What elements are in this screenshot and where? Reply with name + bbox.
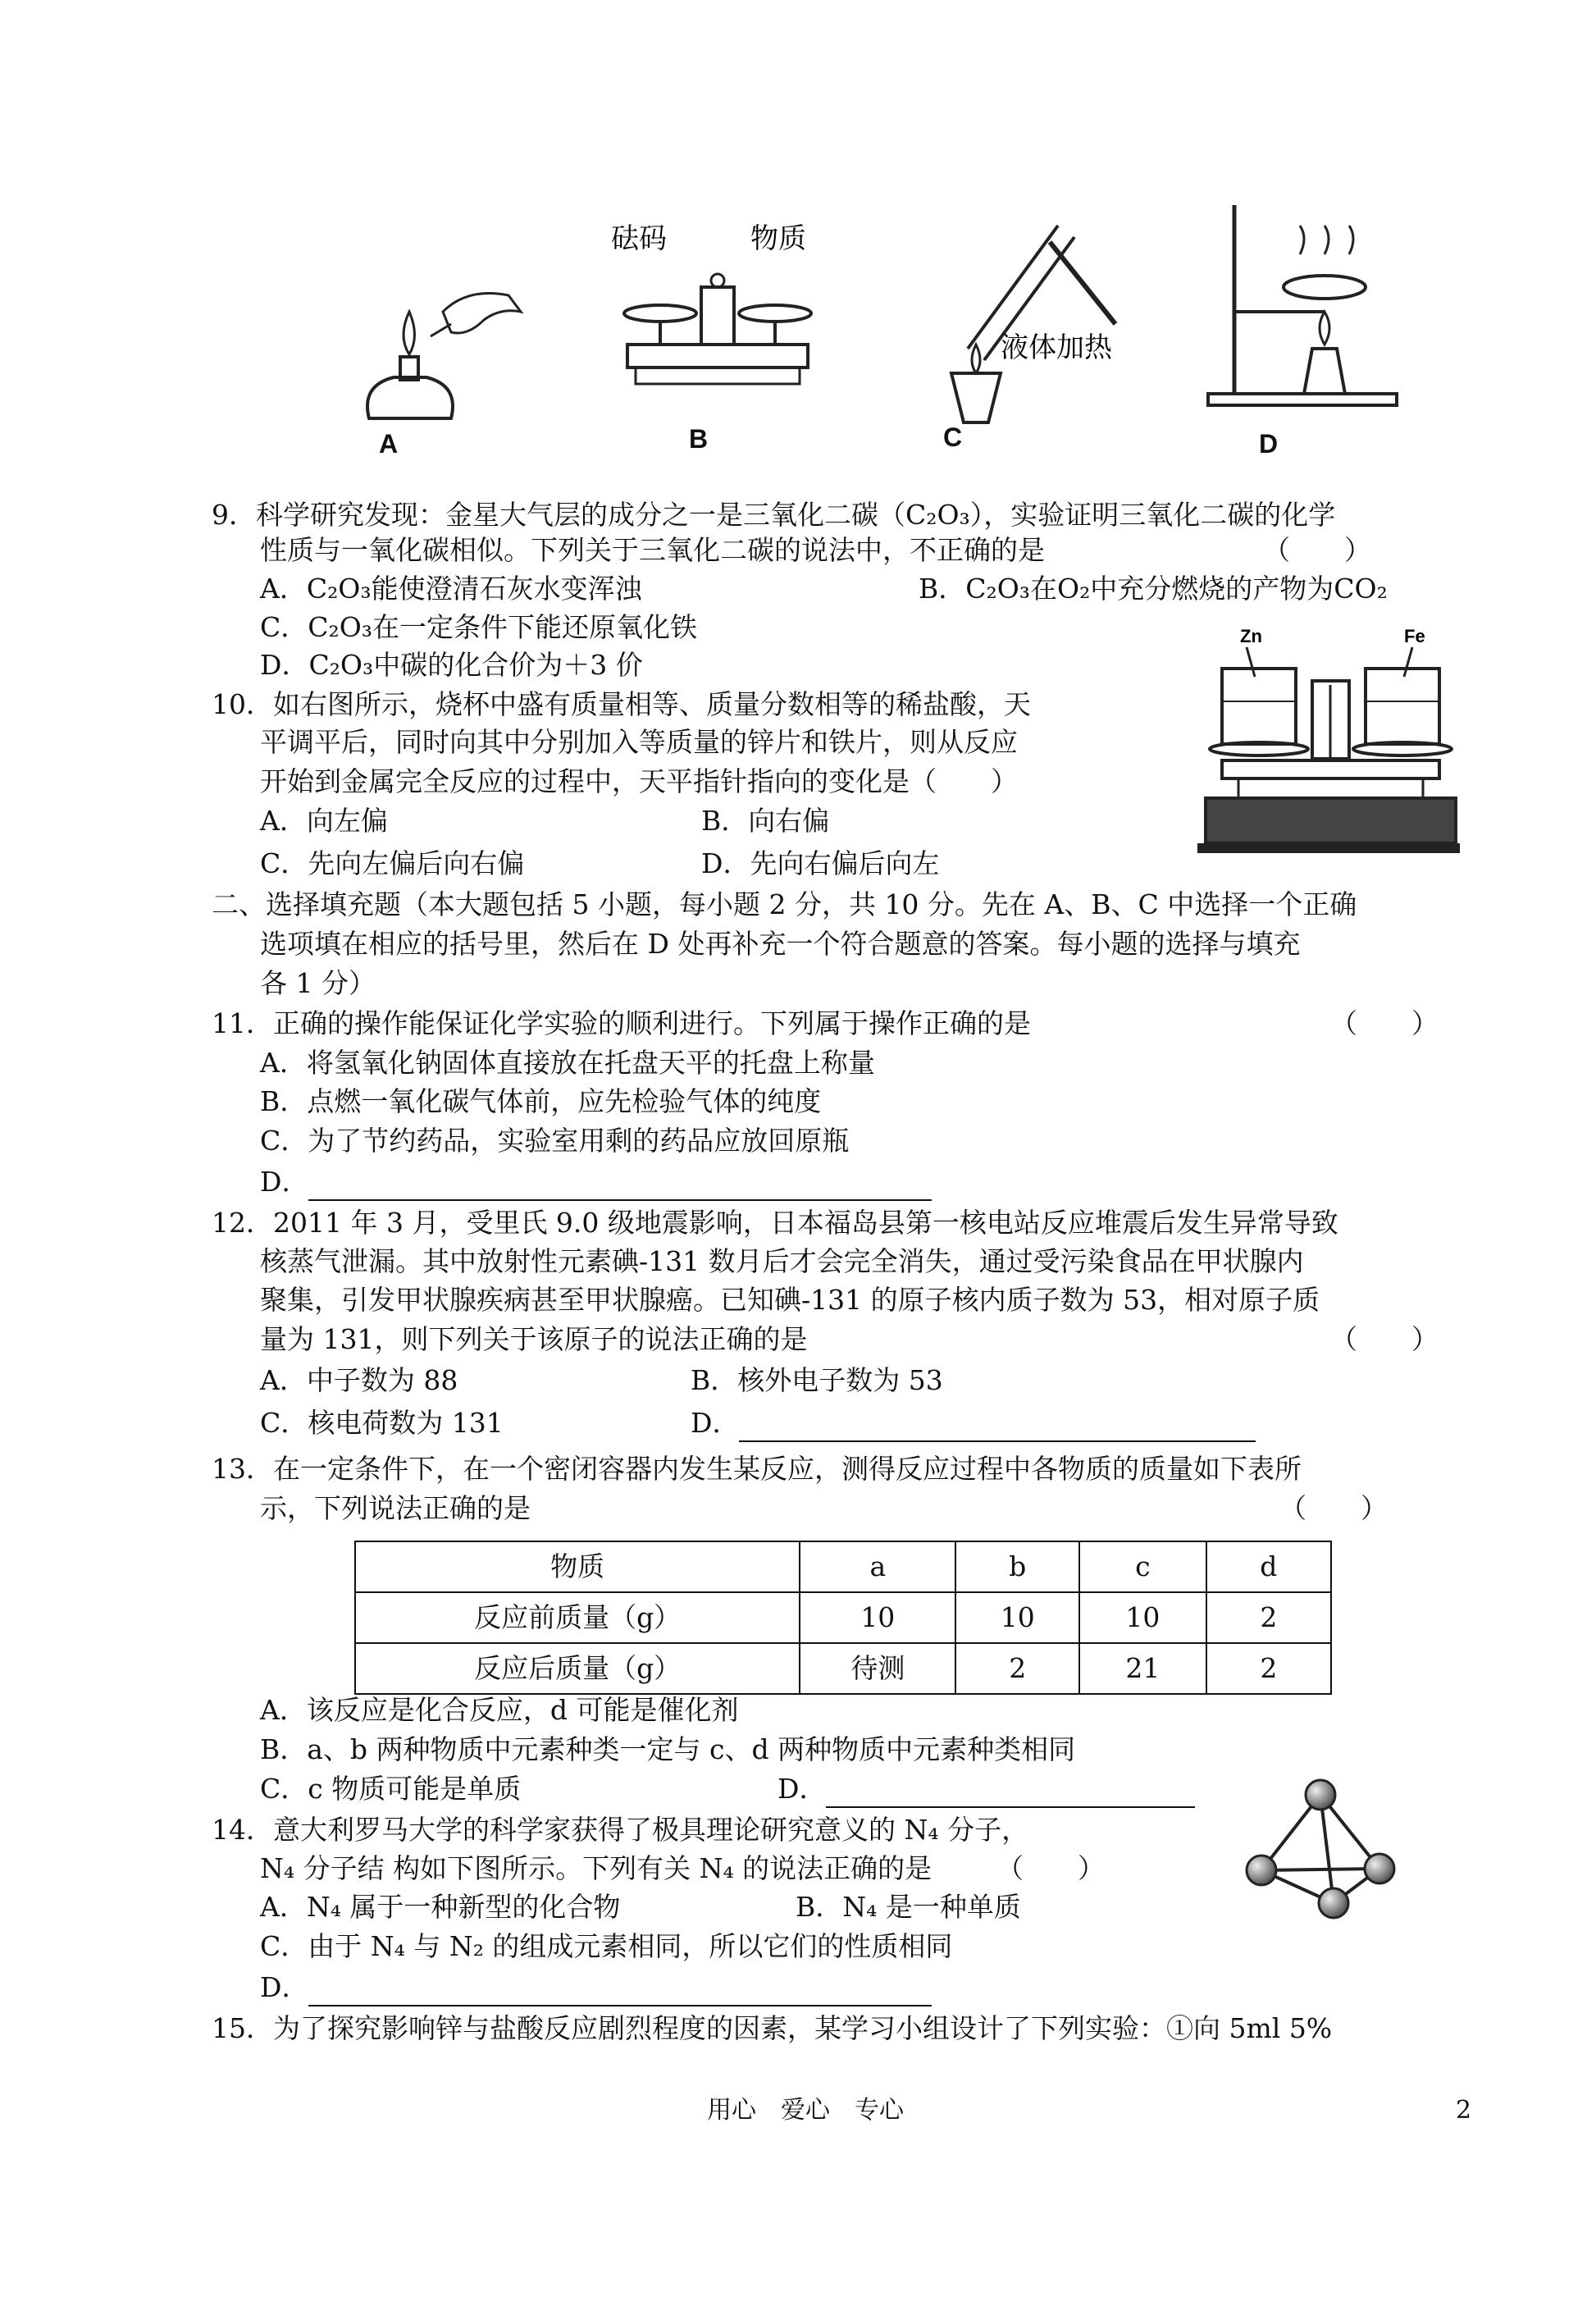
q13-option-b: B．a、b 两种物质中元素种类一定与 c、d 两种物质中元素种类相同 — [260, 1733, 1076, 1765]
table-cell: 待测 — [800, 1643, 955, 1694]
section-2-line-1: 二、选择填充题（本大题包括 5 小题，每小题 2 分，共 10 分。先在 A、B、C 中选择一个正确 — [212, 888, 1357, 920]
q11-fill-blank[interactable] — [308, 1170, 932, 1201]
q13-mass-table — [354, 1541, 1332, 1695]
q12-option-b: B．核外电子数为 53 — [691, 1364, 943, 1396]
q11-stem: 11．正确的操作能保证化学实验的顺利进行。下列属于操作正确的是 — [212, 1007, 1031, 1039]
q12-option-c: C．核电荷数为 131 — [260, 1407, 504, 1439]
balance-figure — [611, 213, 841, 418]
q14-option-a: A．N₄ 属于一种新型的化合物 — [260, 1891, 621, 1923]
q13-option-c: C．c 物质可能是单质 — [260, 1773, 522, 1805]
q12-stem-line-2: 核蒸气泄漏。其中放射性元素碘-131 数月后才会完全消失，通过受污染食品在甲状腺内 — [260, 1245, 1304, 1277]
q13-answer-paren: （ ） — [1279, 1492, 1388, 1524]
q9-option-c: C．C₂O₃在一定条件下能还原氧化铁 — [260, 611, 698, 643]
table-cell: 21 — [1079, 1643, 1206, 1694]
q14-option-d — [260, 1969, 932, 2006]
table-cell: 10 — [1079, 1592, 1206, 1643]
evaporation-figure — [1202, 205, 1415, 435]
q11-option-b: B．点燃一氧化碳气体前，应先检验气体的纯度 — [260, 1085, 822, 1117]
page-number: 2 — [1456, 2096, 1472, 2125]
q13-option-d-label: D． — [777, 1773, 827, 1805]
table-cell: 反应前质量（g） — [355, 1592, 800, 1643]
q11-option-d-label: D． — [260, 1166, 309, 1198]
q12-option-d-label: D． — [691, 1407, 740, 1439]
q9-answer-paren: （ ） — [1263, 534, 1371, 566]
q11-answer-paren: （ ） — [1330, 1007, 1439, 1039]
table-header-cell: 物质 — [355, 1541, 800, 1592]
b-right-label: 物质 — [750, 222, 806, 255]
figure-label-b: B — [689, 424, 709, 454]
table-header-cell: b — [955, 1541, 1079, 1592]
q14-fill-blank[interactable] — [308, 1975, 932, 2006]
zn-fe-balance-figure — [1189, 619, 1460, 865]
q14-option-c: C．由于 N₄ 与 N₂ 的组成元素相同，所以它们的性质相同 — [260, 1930, 953, 1962]
table-cell: 2 — [1206, 1592, 1331, 1643]
q14-stem-line-1: 14．意大利罗马大学的科学家获得了极具理论研究意义的 N₄ 分子， — [212, 1814, 1029, 1846]
q14-stem-line-2: N₄ 分子结 构如下图所示。下列有关 N₄ 的说法正确的是 — [260, 1852, 933, 1884]
q10-option-a: A．向左偏 — [260, 805, 388, 837]
table-row — [355, 1643, 1331, 1694]
table-cell: 2 — [1206, 1643, 1331, 1694]
table-header-row — [355, 1541, 1331, 1592]
c-heat-label: 液体加热 — [1001, 331, 1112, 364]
table-cell: 2 — [955, 1643, 1079, 1694]
q10-option-c: C．先向左偏后向右偏 — [260, 847, 525, 879]
q12-stem-line-1: 12．2011 年 3 月，受里氏 9.0 级地震影响，日本福岛县第一核电站反应堆震后发生异常导致 — [212, 1207, 1338, 1239]
q11-option-d — [260, 1163, 932, 1201]
q9-option-a: A．C₂O₃能使澄清石灰水变浑浊 — [260, 573, 642, 605]
q10-stem-line-3: 开始到金属完全反应的过程中，天平指针指向的变化是（ ） — [260, 765, 1018, 797]
q10-option-b: B．向右偏 — [701, 805, 830, 837]
q10-stem-line-1: 10．如右图所示，烧杯中盛有质量相等、质量分数相等的稀盐酸，天 — [212, 688, 1031, 720]
figure-label-d: D — [1259, 429, 1279, 459]
q13-option-a: A．该反应是化合反应，d 可能是催化剂 — [260, 1694, 739, 1726]
q12-stem-line-4: 量为 131，则下列关于该原子的说法正确的是 — [260, 1323, 808, 1355]
q9-option-d: D．C₂O₃中碳的化合价为＋3 价 — [260, 649, 643, 681]
figure-label-a: A — [379, 429, 399, 459]
table-header-cell: c — [1079, 1541, 1206, 1592]
q9-stem-line-2: 性质与一氧化碳相似。下列关于三氧化二碳的说法中，不正确的是 — [260, 534, 1045, 566]
table-header-cell: a — [800, 1541, 955, 1592]
figure-label-c: C — [943, 422, 963, 452]
table-row — [355, 1592, 1331, 1643]
q14-option-b: B．N₄ 是一种单质 — [796, 1891, 1021, 1923]
q12-option-d — [691, 1404, 1256, 1442]
q10-stem-line-2: 平调平后，同时向其中分别加入等质量的锌片和铁片，则从反应 — [260, 726, 1018, 758]
q9-stem-line-1: 9．科学研究发现：金星大气层的成分之一是三氧化二碳（C₂O₃），实验证明三氧化二碳的化学 — [212, 499, 1336, 531]
footer-motto: 用心 爱心 专心 — [707, 2096, 904, 2125]
q9-option-b: B．C₂O₃在O₂中充分燃烧的产物为CO₂ — [919, 573, 1388, 605]
liquid-heating-figure — [919, 209, 1165, 447]
n4-molecule-figure — [1238, 1772, 1402, 1924]
section-2-line-3: 各 1 分） — [260, 967, 376, 999]
q14-answer-paren: （ ） — [996, 1852, 1105, 1884]
q12-fill-blank[interactable] — [739, 1411, 1256, 1442]
q12-answer-paren: （ ） — [1330, 1323, 1439, 1355]
q13-option-d — [777, 1770, 1195, 1808]
q15-stem-line-1: 15．为了探究影响锌与盐酸反应剧烈程度的因素，某学习小组设计了下列实验：①向 5ml 5% — [212, 2012, 1333, 2044]
q12-option-a: A．中子数为 88 — [260, 1364, 458, 1396]
table-header-cell: d — [1206, 1541, 1331, 1592]
q12-stem-line-3: 聚集，引发甲状腺疾病甚至甲状腺癌。已知碘-131 的原子核内质子数为 53，相对原子质 — [260, 1284, 1320, 1316]
q13-fill-blank[interactable] — [826, 1777, 1195, 1808]
q10-option-d: D．先向右偏后向左 — [701, 847, 940, 879]
q14-option-d-label: D． — [260, 1971, 309, 2003]
q13-stem-line-1: 13．在一定条件下，在一个密闭容器内发生某反应，测得反应过程中各物质的质量如下表所 — [212, 1453, 1302, 1485]
b-left-label: 砝码 — [611, 222, 667, 255]
table-cell: 反应后质量（g） — [355, 1643, 800, 1694]
q11-option-a: A．将氢氧化钠固体直接放在托盘天平的托盘上称量 — [260, 1047, 875, 1079]
fe-label: Fe — [1404, 626, 1425, 646]
zn-label: Zn — [1240, 626, 1262, 646]
table-cell: 10 — [800, 1592, 955, 1643]
q11-option-c: C．为了节约药品，实验室用剩的药品应放回原瓶 — [260, 1125, 850, 1157]
q13-stem-line-2: 示，下列说法正确的是 — [260, 1492, 531, 1524]
table-cell: 10 — [955, 1592, 1079, 1643]
alcohol-lamp-figure — [344, 262, 533, 451]
section-2-line-2: 选项填在相应的括号里，然后在 D 处再补充一个符合题意的答案。每小题的选择与填充 — [260, 928, 1301, 960]
